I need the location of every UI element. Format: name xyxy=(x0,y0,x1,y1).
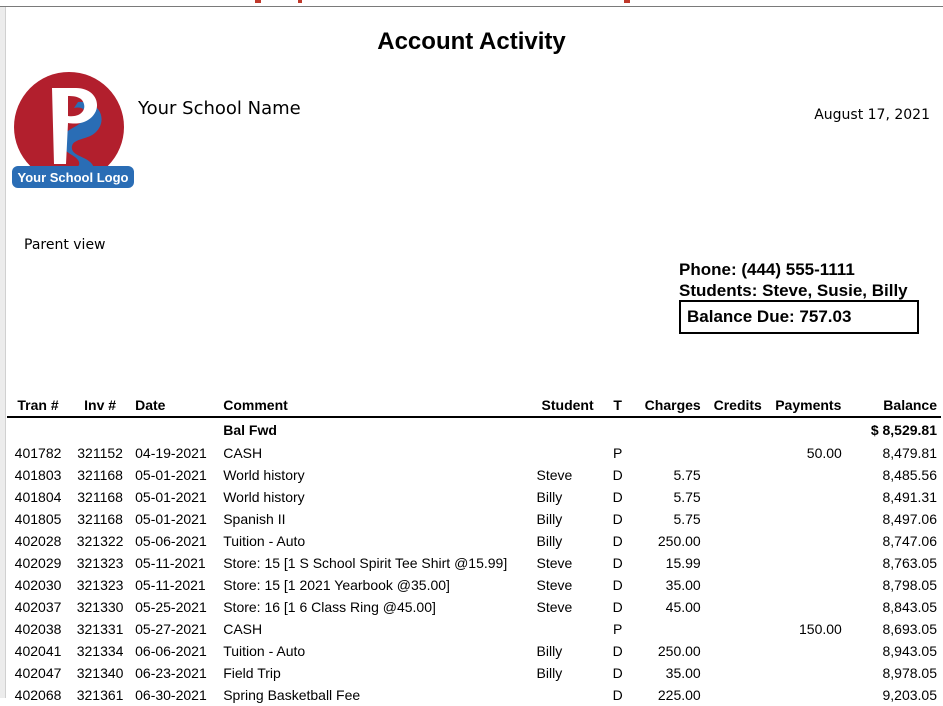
date-cell: 05-11-2021 xyxy=(135,555,206,571)
contact-info xyxy=(679,259,908,301)
school-logo-icon xyxy=(12,72,136,192)
col-header-credits: Credits xyxy=(705,393,771,418)
table-row xyxy=(7,662,941,684)
type-cell: D xyxy=(612,467,623,483)
comment-cell: Spring Basketball Fee xyxy=(223,687,361,703)
comment-cell: Spanish II xyxy=(223,511,286,527)
students-line: Students: Steve, Susie, Billy xyxy=(679,281,908,300)
col-header-inv: Inv # xyxy=(69,393,131,418)
tran-cell: 402068 xyxy=(14,687,62,703)
tran-cell: 402037 xyxy=(14,599,62,615)
inv-cell: 321334 xyxy=(76,643,124,659)
tran-cell: 401804 xyxy=(14,489,62,505)
inv-cell: 321323 xyxy=(76,555,124,571)
charges-cell: 250.00 xyxy=(657,533,701,549)
top-clipped-mark xyxy=(624,0,630,3)
balance-cell: 8,798.05 xyxy=(882,577,937,593)
inv-cell: 321168 xyxy=(77,489,123,505)
type-cell: D xyxy=(612,687,623,703)
charges-cell: 35.00 xyxy=(665,577,701,593)
col-header-comment: Comment xyxy=(219,393,532,418)
student-cell xyxy=(533,442,603,464)
student-cell: Billy xyxy=(536,665,563,681)
table-row xyxy=(7,640,941,662)
view-label: Parent view xyxy=(24,237,106,253)
date-cell: 06-30-2021 xyxy=(135,687,207,703)
comment-cell: Store: 15 [1 S School Spirit Tee Shirt @15.99] xyxy=(223,555,508,571)
col-header-balance: Balance xyxy=(846,393,941,418)
top-border xyxy=(0,6,943,7)
date-cell: 05-06-2021 xyxy=(135,533,207,549)
payments-cell xyxy=(771,662,846,684)
charges-cell xyxy=(633,618,705,640)
charges-cell: 35.00 xyxy=(665,665,701,681)
col-header-student: Student xyxy=(533,393,603,418)
credits-cell xyxy=(705,684,771,706)
balance-cell: 9,203.05 xyxy=(882,687,937,703)
tran-cell: 401805 xyxy=(14,511,62,527)
tran-cell: 402030 xyxy=(14,577,62,593)
balance-cell: 8,763.05 xyxy=(882,555,937,571)
tran-cell: 402041 xyxy=(14,643,62,659)
balance-cell: 8,497.06 xyxy=(882,511,937,527)
logo-text: Your School Logo xyxy=(17,170,129,185)
school-name: Your School Name xyxy=(138,98,301,119)
date-cell: 05-01-2021 xyxy=(135,511,207,527)
date-cell: 05-11-2021 xyxy=(135,577,206,593)
credits-cell xyxy=(705,552,771,574)
col-header-tran: Tran # xyxy=(7,393,69,418)
type-cell: P xyxy=(612,445,623,461)
date-cell: 05-01-2021 xyxy=(135,489,207,505)
payments-cell: 150.00 xyxy=(799,621,842,637)
charges-cell: 225.00 xyxy=(657,687,701,703)
credits-cell xyxy=(705,596,771,618)
comment-cell: Tuition - Auto xyxy=(223,643,306,659)
type-cell: D xyxy=(612,665,623,681)
charges-cell: 15.99 xyxy=(665,555,701,571)
type-cell: D xyxy=(612,489,623,505)
phone-line: Phone: (444) 555-1111 xyxy=(679,260,855,279)
balance-due-box xyxy=(679,300,919,334)
credits-cell xyxy=(705,662,771,684)
balance-cell: 8,943.05 xyxy=(882,643,937,659)
payments-cell xyxy=(771,508,846,530)
type-cell: D xyxy=(612,533,623,549)
comment-cell: Field Trip xyxy=(223,665,281,681)
col-header-type: T xyxy=(603,393,633,418)
table-row xyxy=(7,618,941,640)
credits-cell xyxy=(705,530,771,552)
balance-cell: 8,843.05 xyxy=(882,599,937,615)
charges-cell xyxy=(633,442,705,464)
table-row xyxy=(7,464,941,486)
tran-cell: 402038 xyxy=(14,621,62,637)
table-row xyxy=(7,486,941,508)
table-row xyxy=(7,530,941,552)
table-row xyxy=(7,574,941,596)
col-header-payments: Payments xyxy=(771,393,846,418)
table-row xyxy=(7,508,941,530)
comment-cell: Store: 16 [1 6 Class Ring @45.00] xyxy=(223,599,436,615)
payments-cell xyxy=(771,530,846,552)
tran-cell: 402047 xyxy=(14,665,62,681)
comment-cell: Store: 15 [1 2021 Yearbook @35.00] xyxy=(223,577,450,593)
tran-cell: 402028 xyxy=(14,533,62,549)
report-date: August 17, 2021 xyxy=(814,107,930,123)
credits-cell xyxy=(705,508,771,530)
inv-cell: 321322 xyxy=(76,533,124,549)
student-cell: Billy xyxy=(536,643,563,659)
student-cell: Steve xyxy=(536,577,573,593)
comment-cell: Tuition - Auto xyxy=(223,533,306,549)
type-cell: D xyxy=(612,555,623,571)
student-cell: Steve xyxy=(536,467,573,483)
charges-cell: 250.00 xyxy=(657,643,701,659)
balance-cell: 8,747.06 xyxy=(882,533,937,549)
credits-cell xyxy=(705,486,771,508)
charges-cell: 45.00 xyxy=(665,599,701,615)
payments-cell xyxy=(771,684,846,706)
credits-cell xyxy=(705,442,771,464)
student-cell xyxy=(533,684,603,706)
charges-cell: 5.75 xyxy=(673,511,701,527)
credits-cell xyxy=(705,574,771,596)
balance-cell: 8,485.56 xyxy=(882,467,937,483)
left-margin-bar xyxy=(0,7,6,698)
payments-cell xyxy=(771,596,846,618)
balance-due-text: Balance Due: 757.03 xyxy=(687,307,852,326)
top-clipped-mark xyxy=(298,0,302,3)
activity-table xyxy=(7,393,941,706)
charges-cell: 5.75 xyxy=(673,467,701,483)
payments-cell xyxy=(771,486,846,508)
table-row xyxy=(7,552,941,574)
credits-cell xyxy=(705,464,771,486)
top-clipped-mark xyxy=(255,0,261,3)
inv-cell: 321168 xyxy=(77,467,123,483)
payments-cell xyxy=(771,552,846,574)
date-cell: 06-06-2021 xyxy=(135,643,207,659)
type-cell: D xyxy=(612,511,623,527)
balance-cell: 8,479.81 xyxy=(882,445,937,461)
student-cell: Steve xyxy=(536,599,573,615)
type-cell: D xyxy=(612,599,623,615)
credits-cell xyxy=(705,640,771,662)
type-cell: D xyxy=(612,577,623,593)
inv-cell: 321331 xyxy=(76,621,124,637)
table-row xyxy=(7,442,941,464)
inv-cell: 321168 xyxy=(77,511,123,527)
type-cell: P xyxy=(612,621,623,637)
date-cell: 05-27-2021 xyxy=(135,621,207,637)
tran-cell: 401782 xyxy=(14,445,62,461)
inv-cell: 321323 xyxy=(76,577,124,593)
date-cell: 06-23-2021 xyxy=(135,665,207,681)
table-row xyxy=(7,684,941,706)
table-row xyxy=(7,596,941,618)
bal-fwd-balance: $ 8,529.81 xyxy=(870,422,937,438)
col-header-date: Date xyxy=(131,393,219,418)
student-cell: Billy xyxy=(536,533,563,549)
type-cell: D xyxy=(612,643,623,659)
payments-cell xyxy=(771,640,846,662)
tran-cell: 401803 xyxy=(14,467,62,483)
student-cell: Billy xyxy=(536,511,563,527)
comment-cell: World history xyxy=(223,467,305,483)
student-cell: Steve xyxy=(536,555,573,571)
tran-cell: 402029 xyxy=(14,555,62,571)
payments-cell xyxy=(771,574,846,596)
balance-cell: 8,693.05 xyxy=(882,621,937,637)
balance-cell: 8,978.05 xyxy=(882,665,937,681)
table-header-row xyxy=(7,393,941,418)
inv-cell: 321330 xyxy=(76,599,124,615)
payments-cell xyxy=(771,464,846,486)
balance-cell: 8,491.31 xyxy=(882,489,937,505)
student-cell: Billy xyxy=(536,489,563,505)
comment-cell: World history xyxy=(223,489,305,505)
date-cell: 04-19-2021 xyxy=(135,445,207,461)
comment-cell: CASH xyxy=(223,621,263,637)
credits-cell xyxy=(705,618,771,640)
comment-cell: CASH xyxy=(223,445,263,461)
date-cell: 05-01-2021 xyxy=(135,467,207,483)
inv-cell: 321361 xyxy=(76,687,124,703)
bal-fwd-label: Bal Fwd xyxy=(223,422,277,438)
student-cell xyxy=(533,618,603,640)
col-header-charges: Charges xyxy=(633,393,705,418)
report-title: Account Activity xyxy=(377,28,566,55)
bal-fwd-row xyxy=(7,418,941,442)
charges-cell: 5.75 xyxy=(673,489,701,505)
payments-cell: 50.00 xyxy=(806,445,842,461)
inv-cell: 321152 xyxy=(77,445,123,461)
date-cell: 05-25-2021 xyxy=(135,599,207,615)
inv-cell: 321340 xyxy=(76,665,124,681)
